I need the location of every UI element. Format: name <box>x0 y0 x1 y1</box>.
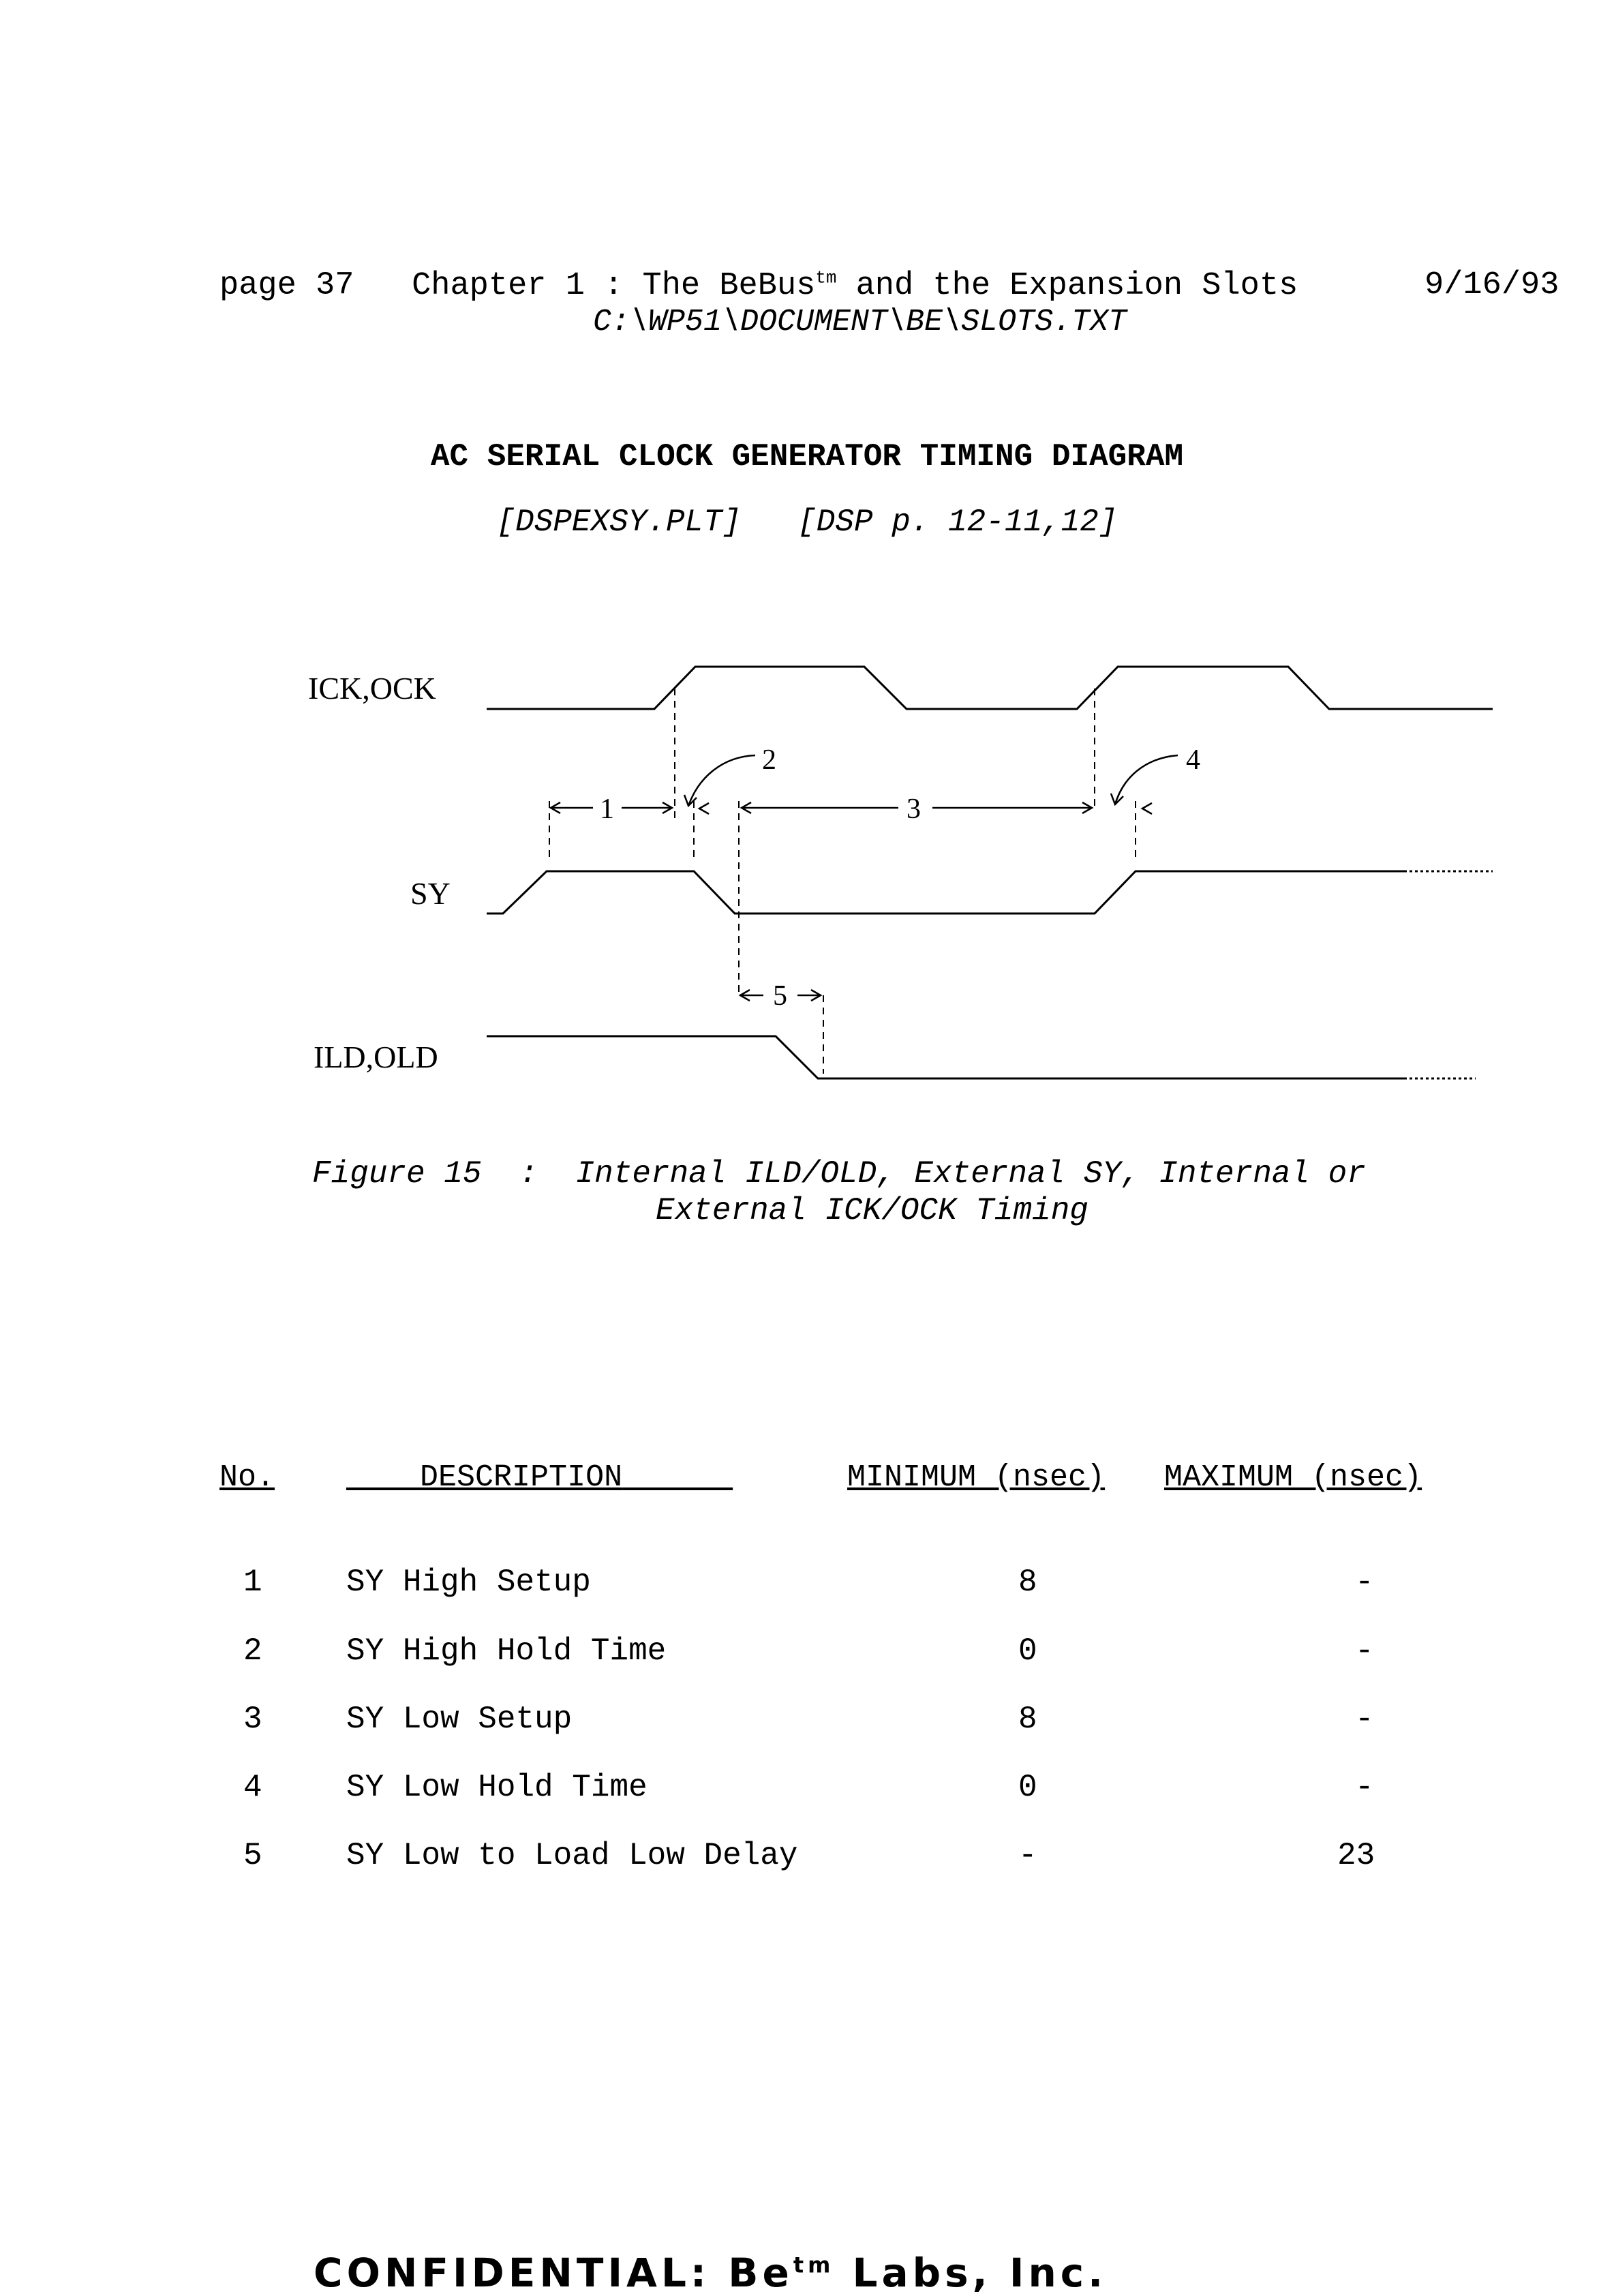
row-number: 3 <box>243 1702 262 1737</box>
diagram-title: AC SERIAL CLOCK GENERATOR TIMING DIAGRAM <box>430 439 1184 474</box>
figure-caption: Figure 15 : Internal ILD/OLD, External SY, Internal or <box>312 1156 1366 1192</box>
row-description: SY High Hold Time <box>346 1633 667 1669</box>
signal-label-ild-old: ILD,OLD <box>314 1040 438 1074</box>
sy-waveform <box>487 871 1404 913</box>
row-number: 2 <box>243 1633 262 1669</box>
file-path: C:\WP51\DOCUMENT\BE\SLOTS.TXT <box>593 305 1127 339</box>
marker-1-label: 1 <box>600 794 614 825</box>
row-number: 1 <box>243 1565 262 1600</box>
row-minimum: - <box>1018 1838 1037 1873</box>
marker-2-arrow-in <box>699 803 709 814</box>
signal-label-sy: SY <box>410 876 451 911</box>
figure-label: Figure 15 <box>312 1156 482 1192</box>
row-maximum: - <box>1355 1770 1374 1805</box>
column-header-maximum: MAXIMUM (nsec) <box>1164 1460 1422 1495</box>
ick-ock-waveform <box>487 667 1493 709</box>
ild-old-waveform <box>487 1036 1404 1078</box>
marker-4-arrow-in <box>1142 803 1152 814</box>
row-description: SY High Setup <box>346 1565 591 1600</box>
row-maximum: 23 <box>1337 1838 1375 1873</box>
header-date: 9/16/93 <box>1425 267 1559 303</box>
row-maximum: - <box>1355 1702 1374 1737</box>
row-minimum: 8 <box>1018 1565 1037 1600</box>
confidential-footer: CONFIDENTIAL: $Be^{tm}$ Labs, Inc. <box>314 2250 1108 2296</box>
chapter-title: Chapter 1 : The BeBus$^{tm}$ and the Expansion Slots <box>412 267 1298 304</box>
marker-5-label: 5 <box>773 980 787 1012</box>
row-maximum: - <box>1355 1565 1374 1600</box>
row-minimum: 0 <box>1018 1633 1037 1669</box>
row-number: 5 <box>243 1838 262 1873</box>
row-description: SY Low Setup <box>346 1702 573 1737</box>
figure-caption-line2: External ICK/OCK Timing <box>656 1193 1088 1228</box>
column-header-minimum: MINIMUM (nsec) <box>847 1460 1106 1495</box>
signal-label-ick-ock: ICK,OCK <box>308 671 436 706</box>
row-number: 4 <box>243 1770 262 1805</box>
row-minimum: 0 <box>1018 1770 1037 1805</box>
marker-3-label: 3 <box>907 794 921 825</box>
diagram-reference: [DSPEXSY.PLT] [DSP p. 12-11,12] <box>496 504 1118 540</box>
marker-4-label: 4 <box>1186 744 1200 776</box>
page-number: page 37 <box>219 267 354 304</box>
column-header-no: No. <box>219 1460 275 1495</box>
column-header-description: DESCRIPTION <box>420 1460 623 1495</box>
row-description: SY Low to Load Low Delay <box>346 1838 798 1873</box>
row-maximum: - <box>1355 1633 1374 1669</box>
marker-2-leader <box>688 755 755 806</box>
timing-diagram <box>0 0 1614 1125</box>
row-minimum: 8 <box>1018 1702 1037 1737</box>
row-description: SY Low Hold Time <box>346 1770 648 1805</box>
marker-2-label: 2 <box>762 744 776 776</box>
marker-4-leader <box>1115 755 1178 804</box>
